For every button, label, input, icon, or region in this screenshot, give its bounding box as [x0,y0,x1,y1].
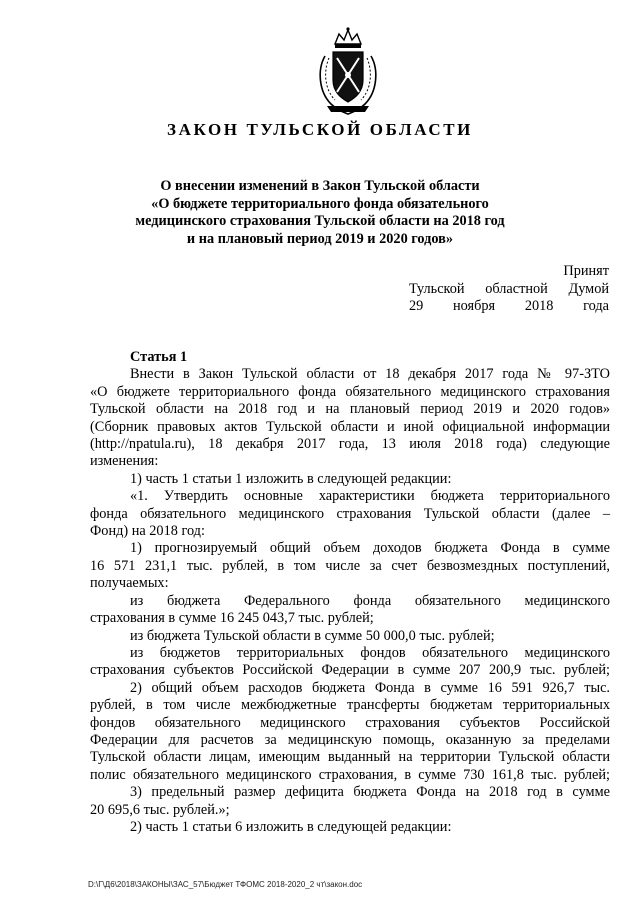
body-line: изменения: [90,453,159,470]
subtitle-line: О внесении изменений в Закон Тульской области [160,178,480,194]
body-line: получаемых: [90,575,169,592]
body-line: из бюджета Тульской области в сумме 50 000,0 тыс. рублей; [130,627,495,644]
body-line: 1) часть 1 статьи 1 изложить в следующей редакции: [130,470,452,487]
body-line: (Сборник правовых актов Тульской области и иной официальной информации [90,418,610,435]
law-body [90,349,610,836]
body-line: Федерации для расчетов за медицинскую помощь, оказанную за пределами [90,731,610,748]
body-line: из бюджета Федерального фонда обязательного медицинского [130,592,610,609]
body-line: из бюджетов территориальных фондов обязательного медицинского [130,644,610,661]
body-line: страхования субъектов Российской Федерации в сумме 207 200,9 тыс. рублей; [90,662,610,679]
body-line: Внести в Закон Тульской области от 18 декабря 2017 года № 97-ЗТО [130,366,610,383]
file-path-footer: D:\Г\Д6\2018\ЗАКОНЫ\ЗАС_57\Бюджет ТФОМС 2018-2020_2 чт\закон.doc [88,880,363,889]
body-line: рублей, в том числе межбюджетные трансферты бюджетам территориальных [90,697,610,714]
adoption-line: Принят [563,263,609,279]
body-line: «О бюджете территориального фонда обязательного медицинского страхования [90,383,610,400]
subtitle-line: медицинского страхования Тульской области на 2018 год [135,213,505,229]
body-line: страхования в сумме 16 245 043,7 тыс. рублей; [90,610,374,627]
body-line: Фонд) на 2018 год: [90,523,205,540]
body-line: 3) предельный размер дефицита бюджета Фонда на 2018 год в сумме [130,784,610,801]
body-line: фонда обязательного медицинского страхования Тульской области (далее – [90,505,610,522]
adoption-line: Тульской областной Думой [409,280,609,297]
coat-of-arms-emblem [313,26,383,116]
body-line: 2) часть 1 статьи 6 изложить в следующей редакции: [130,818,452,835]
body-line: фондов обязательного медицинского страхования субъектов Российской [90,714,610,731]
law-subtitle [100,178,540,248]
body-line: «1. Утвердить основные характеристики бюджета территориального [130,488,610,505]
body-line: (http://npatula.ru), 18 декабря 2017 года, 13 июля 2018 года) следующие [90,436,610,453]
law-title: ЗАКОН ТУЛЬСКОЙ ОБЛАСТИ [167,120,473,139]
body-line: полис обязательного медицинского страхования, в сумме 730 161,8 тыс. рублей; [90,766,610,783]
adoption-block [409,263,609,316]
body-line: Тульской области на 2018 год и на плановый период 2019 и 2020 годов» [90,401,610,418]
body-line: 1) прогнозируемый общий объем доходов бюджета Фонда в сумме [130,540,610,557]
body-line: 16 571 231,1 тыс. рублей, в том числе за счет безвозмездных поступлений, [90,557,610,574]
body-line: Тульской области лицам, имеющим выданный на территории Тульской области [90,749,610,766]
article-heading: Статья 1 [130,349,188,365]
subtitle-line: «О бюджете территориального фонда обязательного [151,195,489,212]
adoption-date: 29 ноября 2018 года [409,298,609,314]
subtitle-line: и на плановый период 2019 и 2020 годов» [186,230,454,247]
body-line: 20 695,6 тыс. рублей.»; [90,801,230,818]
body-line: 2) общий объем расходов бюджета Фонда в сумме 16 591 926,7 тыс. [130,679,610,696]
